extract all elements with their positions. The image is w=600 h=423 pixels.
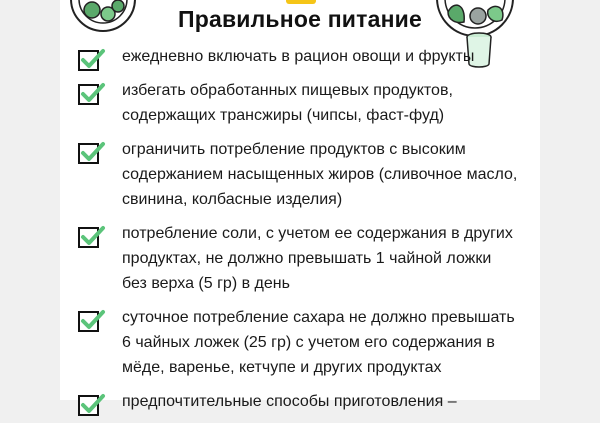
checkmark-icon xyxy=(78,48,104,72)
list-item xyxy=(78,389,520,414)
list-item xyxy=(78,44,520,69)
list-item-text: избегать обработанных пищевых продуктов, содержащих трансжиры (чипсы, фаст-фуд) xyxy=(122,82,453,124)
page-title: Правильное питание xyxy=(177,6,423,32)
checkmark-icon xyxy=(78,82,104,106)
list-item-text: потребление соли, с учетом ее содержания в других продуктах, не должно превышать 1 чайной ложки без верха (5 гр) в день xyxy=(122,225,513,292)
list-item xyxy=(78,305,520,380)
list-item-text: предпочтительные способы приготовления – xyxy=(122,393,457,410)
list-item xyxy=(78,78,520,128)
recommendation-list xyxy=(78,44,520,423)
checkmark-icon xyxy=(78,141,104,165)
header-accent-shape xyxy=(286,0,316,4)
list-item xyxy=(78,221,520,296)
list-item-text: суточное потребление сахара не должно превышать 6 чайных ложек (25 гр) с учетом его содержания в мёде, варенье, кетчупе и других продуктах xyxy=(122,309,515,376)
checkmark-icon xyxy=(78,225,104,249)
checkmark-icon xyxy=(78,393,104,417)
nutrition-card xyxy=(60,0,540,410)
list-item xyxy=(78,137,520,212)
list-item-text: ограничить потребление продуктов с высоким содержанием насыщенных жиров (сливочное масло, свинина, колбасные изделия) xyxy=(122,141,518,208)
checkmark-icon xyxy=(78,309,104,333)
list-item-text: ежедневно включать в рацион овощи и фрукты xyxy=(122,48,475,65)
